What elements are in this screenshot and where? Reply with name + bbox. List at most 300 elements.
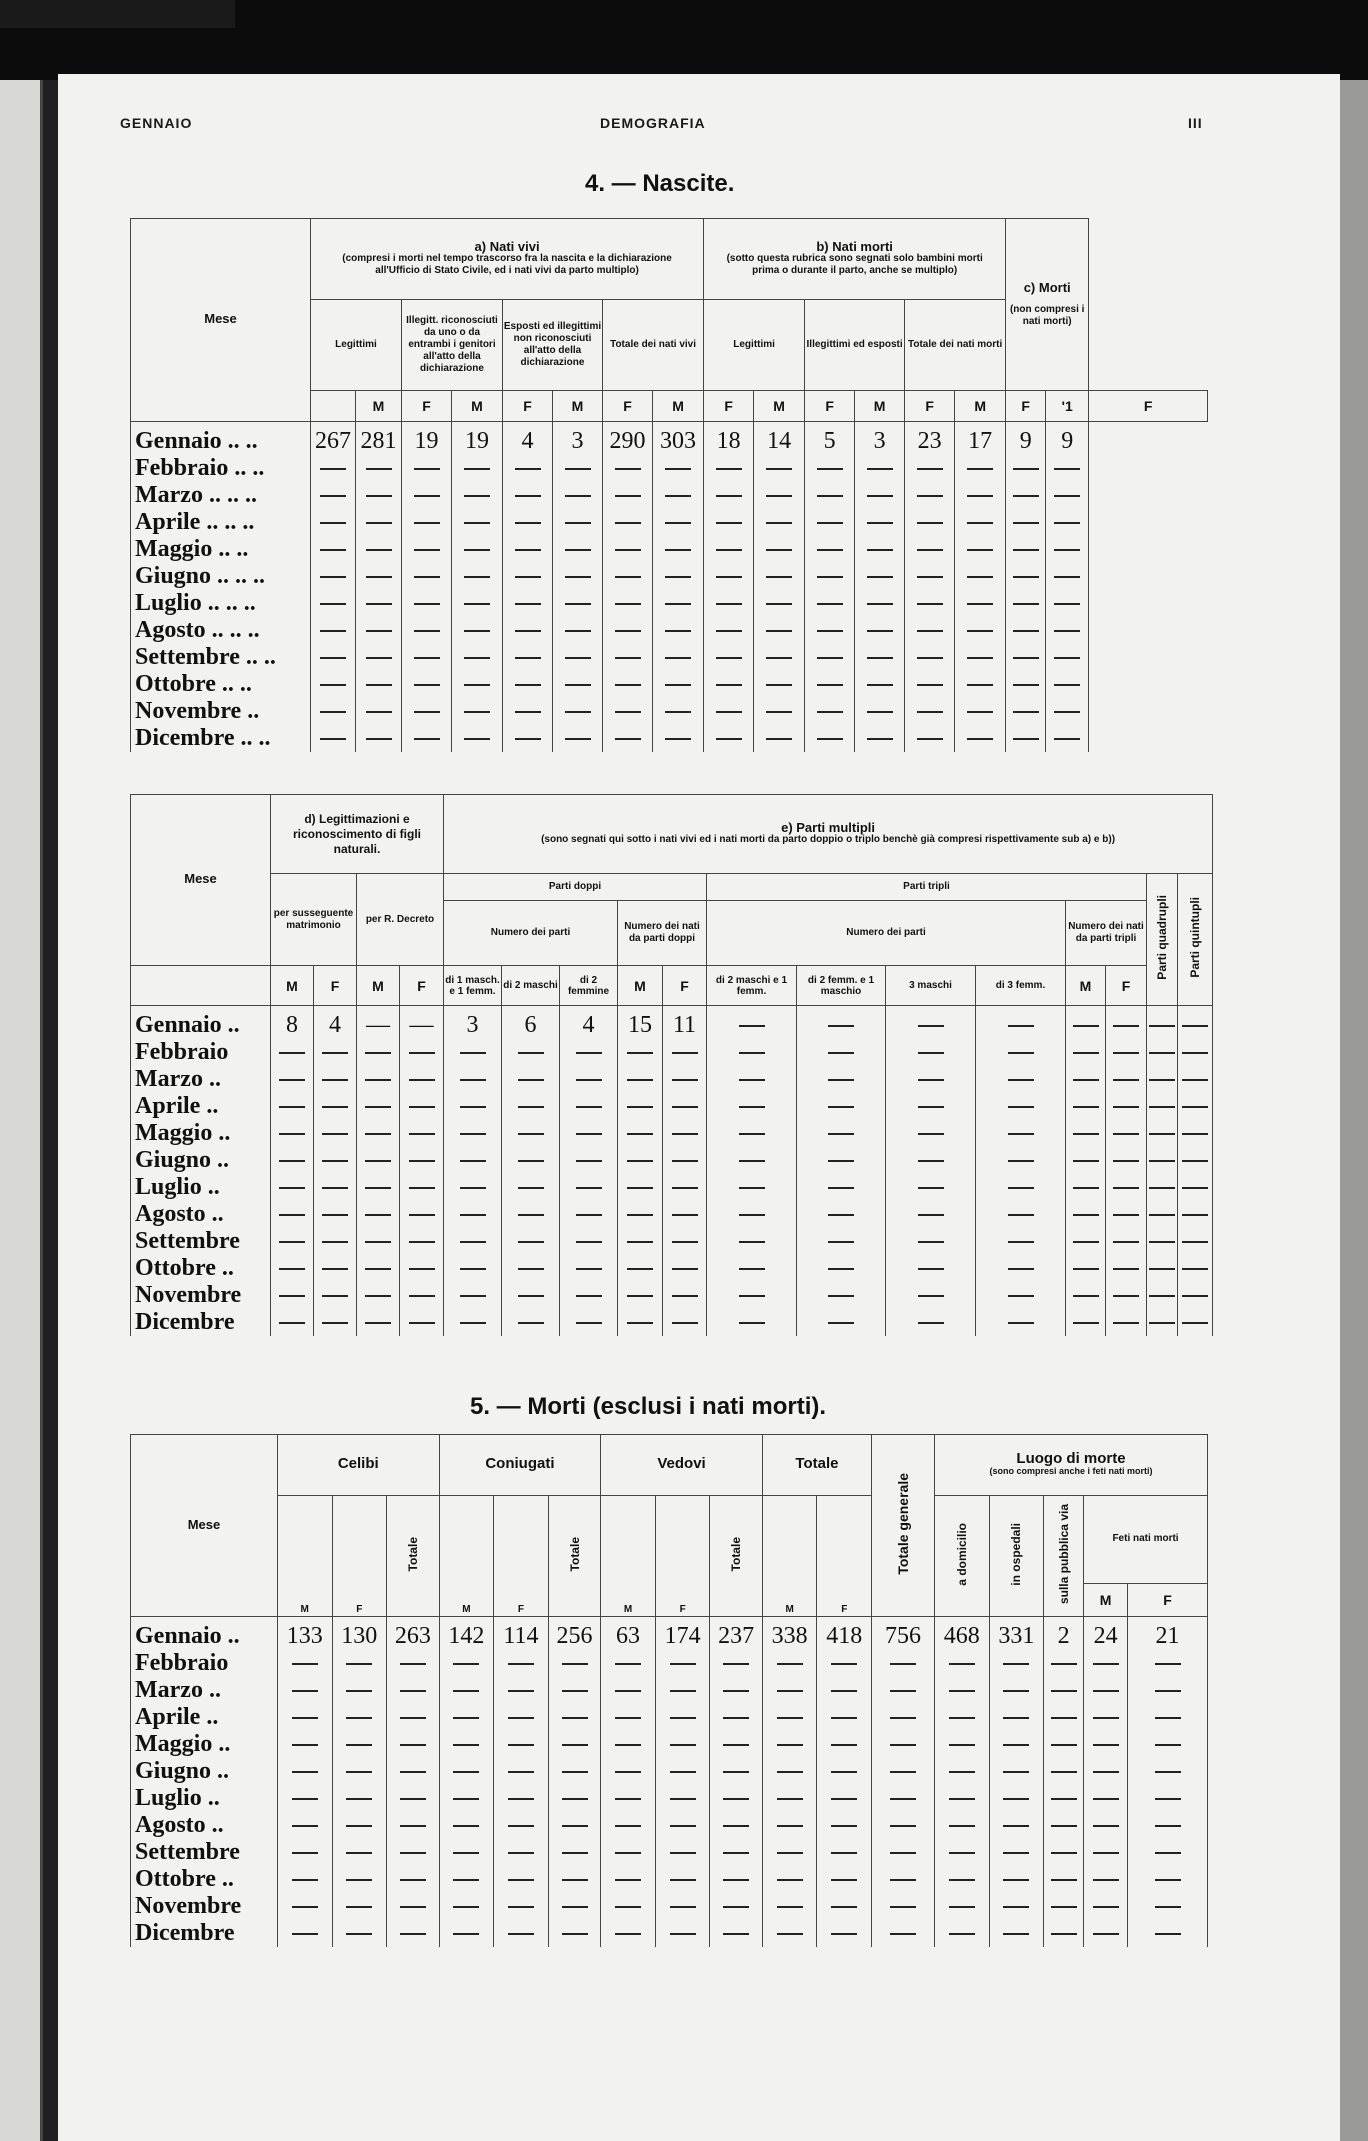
month-label: Settembre: [131, 1228, 271, 1255]
empty-cell: [704, 509, 754, 536]
empty-cell: [548, 1812, 601, 1839]
empty-cell: [1066, 1255, 1106, 1282]
dash-mark: [1073, 1052, 1099, 1054]
value-cell: 133: [277, 1617, 332, 1651]
morti-header: c) Morti (non compresi i nati morti): [1006, 219, 1089, 391]
empty-cell: [762, 1785, 817, 1812]
empty-cell: [707, 1120, 797, 1147]
dash-mark: [1182, 1295, 1208, 1297]
dash-mark: [453, 1744, 479, 1746]
empty-cell: [817, 1758, 872, 1785]
empty-cell: [655, 1866, 710, 1893]
empty-cell: [601, 1731, 656, 1758]
dash-mark: [366, 684, 392, 686]
empty-cell: [439, 1650, 494, 1677]
empty-cell: [1046, 590, 1089, 617]
dash-mark: [460, 1133, 486, 1135]
empty-cell: [1046, 563, 1089, 590]
empty-cell: [762, 1893, 817, 1920]
dash-mark: [1003, 1825, 1029, 1827]
empty-cell: [444, 1228, 502, 1255]
empty-cell: [332, 1758, 387, 1785]
dash-mark: [1008, 1025, 1034, 1027]
dash-mark: [576, 1106, 602, 1108]
empty-cell: [989, 1650, 1044, 1677]
empty-cell: [872, 1839, 935, 1866]
empty-cell: [444, 1282, 502, 1309]
month-label: Dicembre .. ..: [131, 725, 311, 752]
dash-mark: [1182, 1241, 1208, 1243]
empty-cell: [356, 617, 402, 644]
dash-mark: [1008, 1052, 1034, 1054]
dash-mark: [1093, 1906, 1119, 1908]
empty-cell: [502, 1120, 560, 1147]
dash-mark: [766, 576, 792, 578]
empty-cell: [332, 1893, 387, 1920]
empty-cell: [439, 1704, 494, 1731]
dash-mark: [515, 603, 541, 605]
empty-cell: [277, 1812, 332, 1839]
empty-cell: [886, 1309, 976, 1336]
empty-cell: [1128, 1731, 1208, 1758]
empty-cell: [1128, 1785, 1208, 1812]
empty-cell: [314, 1255, 357, 1282]
month-label: Gennaio ..: [131, 1006, 271, 1040]
value-cell: 14: [754, 422, 805, 456]
empty-cell: [797, 1039, 886, 1066]
empty-cell: [618, 1255, 663, 1282]
empty-cell: [560, 1228, 618, 1255]
empty-cell: [1046, 509, 1089, 536]
empty-cell: [1066, 1120, 1106, 1147]
empty-cell: [357, 1066, 400, 1093]
empty-cell: [314, 1120, 357, 1147]
dash-mark: [918, 1052, 944, 1054]
dash-mark: [627, 1079, 653, 1081]
dash-mark: [1155, 1933, 1181, 1935]
dash-mark: [1073, 1214, 1099, 1216]
mf-header-cell: F: [704, 391, 754, 422]
empty-cell: [357, 1282, 400, 1309]
dash-mark: [1008, 1187, 1034, 1189]
dash-mark: [918, 1160, 944, 1162]
empty-cell: [976, 1309, 1066, 1336]
vedovi-header: Vedovi: [601, 1435, 763, 1496]
empty-cell: [311, 482, 356, 509]
dash-mark: [1008, 1295, 1034, 1297]
empty-cell: [653, 644, 704, 671]
empty-cell: [277, 1839, 332, 1866]
dash-mark: [279, 1106, 305, 1108]
dash-mark: [817, 738, 843, 740]
empty-cell: [503, 563, 553, 590]
dash-mark: [292, 1852, 318, 1854]
empty-cell: [704, 698, 754, 725]
empty-cell: [817, 1812, 872, 1839]
month-label: Maggio ..: [131, 1120, 271, 1147]
dash-mark: [1149, 1214, 1175, 1216]
empty-cell: [653, 671, 704, 698]
dash-mark: [515, 711, 541, 713]
dash-mark: [518, 1187, 544, 1189]
dash-mark: [346, 1663, 372, 1665]
feti-header: Feti nati morti: [1084, 1496, 1208, 1584]
empty-cell: [553, 509, 603, 536]
empty-cell: [707, 1093, 797, 1120]
empty-cell: [494, 1866, 549, 1893]
dash-mark: [508, 1717, 534, 1719]
dash-mark: [320, 684, 346, 686]
dash-mark: [739, 1241, 765, 1243]
quintupli-header: Parti quintupli: [1178, 874, 1213, 1006]
empty-cell: [603, 590, 653, 617]
empty-cell: [1128, 1866, 1208, 1893]
empty-cell: [886, 1255, 976, 1282]
empty-cell: [797, 1120, 886, 1147]
empty-cell: [710, 1893, 762, 1920]
dash-mark: [1155, 1852, 1181, 1854]
value-cell: 23: [905, 422, 955, 456]
dash-mark: [1155, 1717, 1181, 1719]
births-row: [131, 590, 1208, 617]
empty-cell: [1178, 1309, 1213, 1336]
empty-cell: [955, 671, 1006, 698]
dash-mark: [1008, 1160, 1034, 1162]
value-cell: 114: [494, 1617, 549, 1651]
dash-mark: [518, 1106, 544, 1108]
empty-cell: [277, 1731, 332, 1758]
empty-cell: [548, 1650, 601, 1677]
empty-cell: [402, 455, 452, 482]
empty-cell: [1128, 1893, 1208, 1920]
dash-mark: [562, 1798, 588, 1800]
value-cell: 130: [332, 1617, 387, 1651]
dash-mark: [766, 630, 792, 632]
dash-mark: [322, 1106, 348, 1108]
empty-cell: [955, 644, 1006, 671]
dash-mark: [918, 1025, 944, 1027]
empty-cell: [400, 1120, 444, 1147]
dash-mark: [400, 1933, 426, 1935]
dash-mark: [828, 1322, 854, 1324]
dash-mark: [867, 522, 893, 524]
births-row: [131, 482, 1208, 509]
empty-cell: [314, 1147, 357, 1174]
empty-cell: [663, 1120, 707, 1147]
empty-cell: [955, 563, 1006, 590]
dash-mark: [1013, 576, 1039, 578]
dash-mark: [615, 495, 641, 497]
empty-cell: [1084, 1758, 1128, 1785]
mf-header-cell: M: [653, 391, 704, 422]
dash-mark: [1054, 495, 1080, 497]
empty-cell: [503, 725, 553, 752]
empty-cell: [560, 1282, 618, 1309]
dash-mark: [670, 1825, 696, 1827]
dash-mark: [890, 1690, 916, 1692]
empty-cell: [653, 725, 704, 752]
dash-mark: [723, 1690, 749, 1692]
empty-cell: [704, 725, 754, 752]
dash-mark: [414, 657, 440, 659]
empty-cell: [332, 1839, 387, 1866]
empty-cell: [797, 1255, 886, 1282]
dash-mark: [867, 495, 893, 497]
dash-mark: [1113, 1106, 1139, 1108]
empty-cell: [1128, 1812, 1208, 1839]
value-cell: 6: [502, 1006, 560, 1040]
dash-mark: [1149, 1052, 1175, 1054]
empty-cell: [553, 671, 603, 698]
dash-mark: [292, 1744, 318, 1746]
empty-cell: [762, 1704, 817, 1731]
dash-mark: [365, 1241, 391, 1243]
pubblica-via-header: sulla pubblica via: [1044, 1496, 1084, 1617]
multiples-row: [131, 1039, 1213, 1066]
dash-mark: [831, 1690, 857, 1692]
empty-cell: [1106, 1093, 1147, 1120]
dash-mark: [1054, 630, 1080, 632]
dash-mark: [1013, 522, 1039, 524]
empty-cell: [1084, 1893, 1128, 1920]
empty-cell: [402, 725, 452, 752]
empty-cell: [817, 1650, 872, 1677]
dash-mark: [460, 1160, 486, 1162]
empty-cell: [855, 644, 905, 671]
empty-cell: [653, 563, 704, 590]
dash-mark: [453, 1906, 479, 1908]
dash-mark: [890, 1825, 916, 1827]
empty-cell: [1006, 563, 1046, 590]
empty-cell: [271, 1255, 314, 1282]
dash-mark: [365, 1133, 391, 1135]
dash-mark: [460, 1214, 486, 1216]
dash-mark: [890, 1852, 916, 1854]
empty-cell: [817, 1677, 872, 1704]
dash-mark: [817, 549, 843, 551]
empty-cell: [1178, 1093, 1213, 1120]
dash-mark: [723, 1933, 749, 1935]
dash-mark: [949, 1717, 975, 1719]
header-section: DEMOGRAFIA: [600, 115, 706, 131]
mf-header-cell: M: [356, 391, 402, 422]
dash-mark: [918, 1133, 944, 1135]
dash-mark: [967, 495, 993, 497]
dash-mark: [615, 630, 641, 632]
dash-mark: [279, 1295, 305, 1297]
dash-mark: [1093, 1771, 1119, 1773]
dash-mark: [1155, 1771, 1181, 1773]
dash-mark: [508, 1933, 534, 1935]
dash-mark: [292, 1906, 318, 1908]
empty-cell: [332, 1704, 387, 1731]
dash-mark: [1013, 603, 1039, 605]
empty-cell: [400, 1228, 444, 1255]
empty-cell: [494, 1839, 549, 1866]
dash-mark: [831, 1906, 857, 1908]
empty-cell: [400, 1255, 444, 1282]
dash-mark: [508, 1663, 534, 1665]
dash-mark: [1093, 1717, 1119, 1719]
dash-mark: [716, 576, 742, 578]
value-cell: 4: [314, 1006, 357, 1040]
empty-cell: [817, 1731, 872, 1758]
dash-mark: [918, 1106, 944, 1108]
dash-mark: [828, 1187, 854, 1189]
dash-mark: [665, 711, 691, 713]
dash-mark: [346, 1690, 372, 1692]
empty-cell: [357, 1093, 400, 1120]
dash-mark: [615, 603, 641, 605]
empty-cell: [387, 1866, 440, 1893]
dash-mark: [453, 1852, 479, 1854]
dash-mark: [917, 549, 943, 551]
empty-cell: [603, 617, 653, 644]
empty-cell: [1044, 1650, 1084, 1677]
dash-mark: [917, 711, 943, 713]
dash-mark: [366, 738, 392, 740]
empty-cell: [905, 698, 955, 725]
value-cell: 19: [452, 422, 503, 456]
empty-cell: [494, 1893, 549, 1920]
dash-mark: [1073, 1241, 1099, 1243]
dash-mark: [739, 1268, 765, 1270]
empty-cell: [935, 1893, 990, 1920]
empty-cell: [271, 1147, 314, 1174]
dash-mark: [615, 657, 641, 659]
empty-cell: [271, 1201, 314, 1228]
dash-mark: [1073, 1295, 1099, 1297]
dash-mark: [1003, 1933, 1029, 1935]
dash-mark: [1073, 1187, 1099, 1189]
dash-mark: [400, 1771, 426, 1773]
empty-cell: [387, 1839, 440, 1866]
dash-mark: [766, 603, 792, 605]
empty-cell: [494, 1758, 549, 1785]
month-label: Gennaio ..: [131, 1617, 278, 1651]
empty-cell: [618, 1120, 663, 1147]
dash-mark: [723, 1906, 749, 1908]
empty-cell: [277, 1650, 332, 1677]
dash-mark: [508, 1852, 534, 1854]
empty-cell: [855, 509, 905, 536]
empty-cell: [439, 1677, 494, 1704]
dash-mark: [918, 1322, 944, 1324]
dash-mark: [777, 1933, 803, 1935]
empty-cell: [402, 698, 452, 725]
dash-mark: [460, 1241, 486, 1243]
dash-mark: [576, 1079, 602, 1081]
empty-cell: [277, 1920, 332, 1947]
empty-cell: [955, 725, 1006, 752]
dash-mark: [1073, 1133, 1099, 1135]
dash-mark: [279, 1322, 305, 1324]
dash-mark: [409, 1295, 435, 1297]
dash-mark: [1054, 657, 1080, 659]
empty-cell: [872, 1893, 935, 1920]
dash-mark: [716, 549, 742, 551]
empty-cell: [805, 509, 855, 536]
dash-mark: [890, 1906, 916, 1908]
empty-cell: [553, 536, 603, 563]
dash-mark: [739, 1079, 765, 1081]
value-cell: 3: [553, 422, 603, 456]
value-cell: 3: [855, 422, 905, 456]
empty-cell: [935, 1866, 990, 1893]
dash-mark: [670, 1717, 696, 1719]
empty-cell: [872, 1920, 935, 1947]
dash-mark: [366, 711, 392, 713]
parti-tripli-header: Parti tripli: [707, 874, 1147, 901]
dash-mark: [615, 1771, 641, 1773]
empty-cell: [976, 1201, 1066, 1228]
empty-cell: [805, 482, 855, 509]
dash-mark: [1054, 684, 1080, 686]
dash-mark: [1149, 1025, 1175, 1027]
empty-cell: [444, 1309, 502, 1336]
empty-cell: [314, 1309, 357, 1336]
empty-cell: [1084, 1704, 1128, 1731]
empty-cell: [1044, 1704, 1084, 1731]
dash-mark: [576, 1187, 602, 1189]
dash-mark: [565, 522, 591, 524]
month-label: Luglio .. .. ..: [131, 590, 311, 617]
dash-mark: [320, 522, 346, 524]
dash-mark: [615, 1825, 641, 1827]
dash-mark: [1054, 738, 1080, 740]
empty-cell: [387, 1677, 440, 1704]
dash-mark: [453, 1933, 479, 1935]
empty-cell: [387, 1704, 440, 1731]
empty-cell: [1006, 698, 1046, 725]
dash-mark: [1013, 549, 1039, 551]
dash-mark: [279, 1268, 305, 1270]
empty-cell: [1178, 1039, 1213, 1066]
dash-mark: [576, 1133, 602, 1135]
month-label: Aprile ..: [131, 1093, 271, 1120]
empty-cell: [332, 1731, 387, 1758]
empty-cell: [444, 1174, 502, 1201]
empty-cell: [805, 725, 855, 752]
dash-mark: [831, 1663, 857, 1665]
empty-cell: [1147, 1147, 1178, 1174]
dash-mark: [1008, 1268, 1034, 1270]
empty-cell: [989, 1839, 1044, 1866]
dash-mark: [723, 1771, 749, 1773]
empty-cell: [935, 1839, 990, 1866]
dash-mark: [279, 1079, 305, 1081]
dash-mark: [366, 468, 392, 470]
empty-cell: [707, 1201, 797, 1228]
dash-mark: [1155, 1744, 1181, 1746]
dash-mark: [672, 1052, 698, 1054]
empty-cell: [663, 1147, 707, 1174]
dash-mark: [967, 576, 993, 578]
dash-mark: [917, 522, 943, 524]
deaths-row: [131, 1920, 1208, 1947]
dash-mark: [366, 630, 392, 632]
dash-mark: [1113, 1268, 1139, 1270]
dash-mark: [515, 495, 541, 497]
deaths-row: [131, 1650, 1208, 1677]
empty-cell: [387, 1731, 440, 1758]
empty-cell: [655, 1650, 710, 1677]
empty-cell: [271, 1120, 314, 1147]
dash-mark: [672, 1133, 698, 1135]
dash-mark: [1013, 495, 1039, 497]
empty-cell: [548, 1758, 601, 1785]
totale-vivi-header: Totale dei nati vivi: [603, 300, 704, 391]
